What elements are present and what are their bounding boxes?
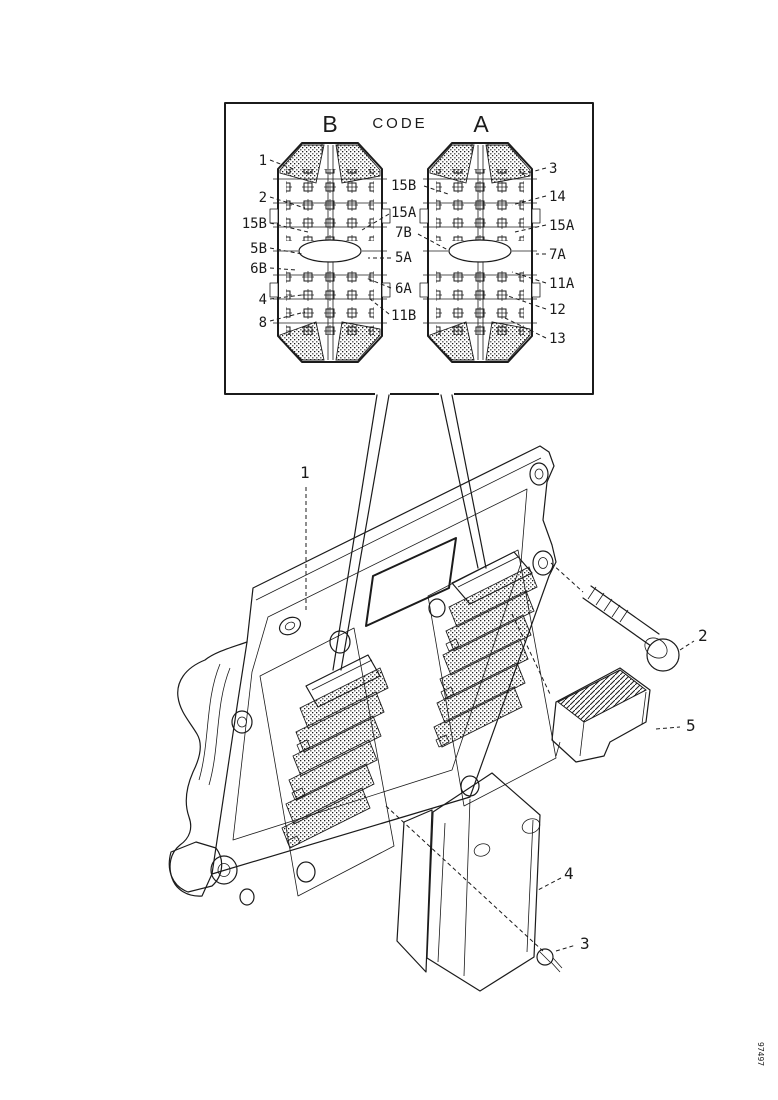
pin-callout: 7B: [395, 225, 412, 241]
mounting-bolt-drawing: [551, 563, 679, 671]
pin-callout: 15B: [391, 178, 417, 194]
pin-callout: 15B: [241, 216, 267, 232]
connector-b-label: B: [322, 111, 338, 137]
pin-callout: 15A: [549, 218, 575, 234]
pin-callout: 7A: [549, 247, 566, 263]
connector-detail-inset: [225, 103, 593, 394]
panel-top-edge: [256, 458, 541, 600]
pin-callout: 11A: [549, 276, 575, 292]
id-plate: [366, 538, 456, 626]
part-callout-2: 2: [698, 626, 708, 645]
part-callout-5: 5: [686, 716, 696, 735]
pin-callout: 14: [549, 189, 566, 205]
pin-callout: 1: [258, 153, 267, 169]
screw-drawing: [537, 949, 562, 972]
pin-callout: 8: [258, 315, 267, 331]
drawing-code-vertical: 97497: [756, 1042, 765, 1067]
pin-callout: 11B: [391, 308, 417, 324]
bolt-threads: [588, 587, 628, 622]
left-connector-stack: [260, 628, 394, 896]
pin-callout: 6A: [395, 281, 412, 297]
pin-callout: 6B: [250, 261, 267, 277]
connector-b-graphic: [270, 143, 390, 362]
part-callout-4: 4: [564, 864, 574, 883]
harness-plug-drawing: [512, 614, 650, 762]
pin-callout: 12: [549, 302, 566, 318]
pin-callout: 3: [549, 161, 558, 177]
ecu-module-drawing: [169, 446, 556, 905]
pin-callout: 4: [258, 292, 267, 308]
pin-callout: 5B: [250, 241, 267, 257]
pin-callout: 15A: [391, 205, 417, 221]
inset-box-border: [225, 103, 593, 394]
part-callout-1: 1: [300, 463, 310, 482]
code-label: CODE: [372, 115, 428, 132]
pin-callout: 13: [549, 331, 566, 347]
connector-a-label: A: [473, 111, 489, 137]
pin-callout: 5A: [395, 250, 412, 266]
connector-a-graphic: [420, 143, 540, 362]
part-callout-3: 3: [580, 934, 590, 953]
pin-callout: 2: [258, 190, 267, 206]
